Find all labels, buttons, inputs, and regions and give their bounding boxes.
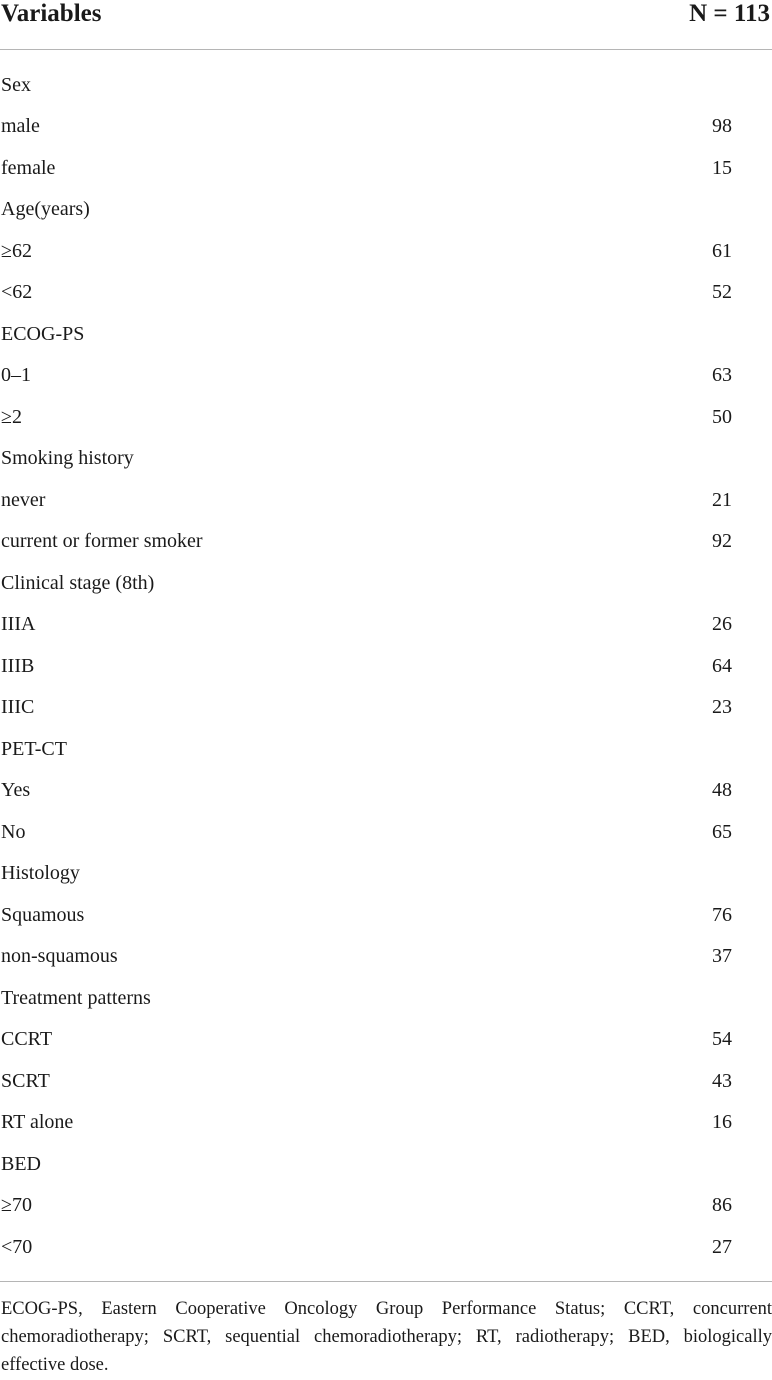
table-row (0, 106, 772, 148)
category-row (0, 1143, 772, 1185)
row-label: Squamous (1, 903, 85, 926)
row-label: never (1, 488, 46, 511)
category-label: Smoking history (1, 447, 134, 470)
row-value: 76 (712, 903, 732, 926)
category-row (0, 977, 772, 1019)
row-label: current or former smoker (1, 530, 203, 553)
row-value: 15 (712, 156, 732, 179)
category-row (0, 64, 772, 106)
row-label: 0–1 (1, 364, 31, 387)
row-value: 86 (712, 1194, 732, 1217)
row-label: Yes (1, 779, 31, 802)
row-value: 26 (712, 613, 732, 636)
category-label: BED (1, 1152, 41, 1175)
category-label: Treatment patterns (1, 986, 151, 1009)
row-label: IIIC (1, 696, 35, 719)
category-row (0, 438, 772, 480)
row-value: 23 (712, 696, 732, 719)
table-row (0, 1102, 772, 1144)
row-label: female (1, 156, 56, 179)
header-variables: Variables (1, 0, 102, 27)
row-value: 43 (712, 1069, 732, 1092)
header-n: N = 113 (689, 0, 770, 27)
table-row (0, 811, 772, 853)
row-label: ≥2 (1, 405, 22, 428)
category-row (0, 728, 772, 770)
table-row (0, 936, 772, 978)
category-row (0, 189, 772, 231)
table-row (0, 479, 772, 521)
row-label: CCRT (1, 1028, 53, 1051)
row-value: 54 (712, 1028, 732, 1051)
row-label: <70 (1, 1235, 33, 1258)
table-row (0, 645, 772, 687)
table-row (0, 396, 772, 438)
table-body (0, 50, 772, 1268)
row-value: 48 (712, 779, 732, 802)
category-label: Histology (1, 862, 80, 885)
row-value: 52 (712, 281, 732, 304)
category-row (0, 562, 772, 604)
row-label: SCRT (1, 1069, 50, 1092)
row-value: 98 (712, 115, 732, 138)
category-label: Age(years) (1, 198, 90, 221)
table-footnote: ECOG-PS, Eastern Cooperative Oncology Group Performance Status; CCRT, concurrent chemoradiotherapy; SCRT, sequential chemoradiotherapy; RT, radiotherapy; BED, biologically effective dose. (1, 1298, 772, 1375)
table-row (0, 147, 772, 189)
row-label: male (1, 115, 40, 138)
table-row (0, 894, 772, 936)
row-value: 63 (712, 364, 732, 387)
table-row (0, 1185, 772, 1227)
table-row (0, 1226, 772, 1268)
category-row (0, 313, 772, 355)
table-row (0, 687, 772, 729)
row-value: 16 (712, 1111, 732, 1134)
row-value: 64 (712, 654, 732, 677)
table-row (0, 521, 772, 563)
table-row (0, 1019, 772, 1061)
row-label: <62 (1, 281, 33, 304)
row-value: 37 (712, 945, 732, 968)
category-label: ECOG-PS (1, 322, 85, 345)
table-header (0, 0, 772, 50)
row-label: ≥62 (1, 239, 32, 262)
category-row (0, 853, 772, 895)
table-row (0, 1060, 772, 1102)
table-row (0, 355, 772, 397)
table-row (0, 272, 772, 314)
table-row (0, 770, 772, 812)
row-label: No (1, 820, 26, 843)
table-row (0, 604, 772, 646)
category-label: Clinical stage (8th) (1, 571, 155, 594)
row-label: non-squamous (1, 945, 118, 968)
row-label: RT alone (1, 1111, 74, 1134)
category-label: PET-CT (1, 737, 67, 760)
row-label: ≥70 (1, 1194, 32, 1217)
row-value: 92 (712, 530, 732, 553)
row-label: IIIA (1, 613, 36, 636)
row-value: 27 (712, 1235, 732, 1258)
row-value: 65 (712, 820, 732, 843)
row-value: 50 (712, 405, 732, 428)
row-value: 21 (712, 488, 732, 511)
category-label: Sex (1, 73, 31, 96)
row-value: 61 (712, 239, 732, 262)
row-label: IIIB (1, 654, 35, 677)
table-row (0, 230, 772, 272)
